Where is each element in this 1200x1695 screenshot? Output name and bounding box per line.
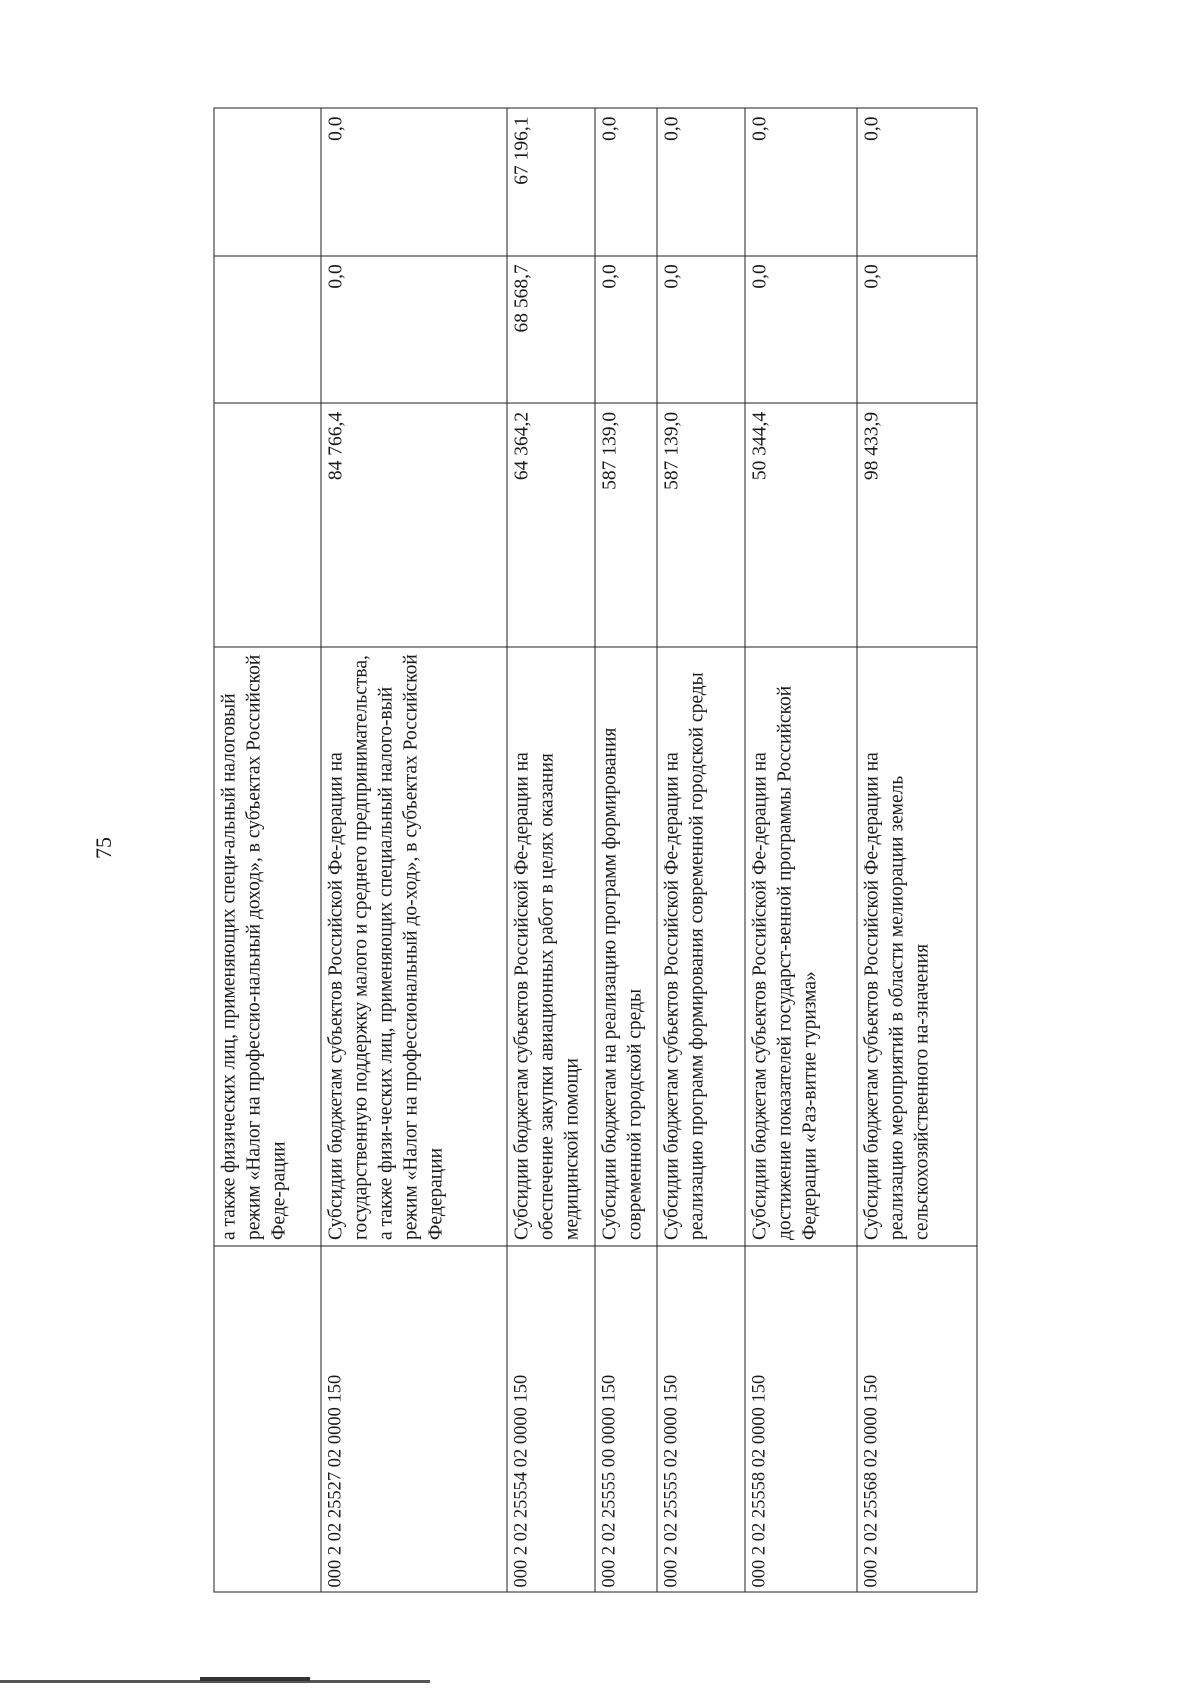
row-value-3: 0,0 — [321, 108, 507, 256]
table-row — [745, 108, 857, 1592]
row-name: Субсидии бюджетам субъектов Российской Фе-дерации на обеспечение закупки авиационных работ в целях оказания медицинской помощи — [507, 647, 595, 1247]
row-value-2: 0,0 — [321, 256, 507, 404]
row-value-2: 0,0 — [745, 256, 857, 404]
row-value-3 — [214, 108, 321, 256]
row-code: 000 2 02 25555 00 0000 150 — [595, 1246, 657, 1592]
budget-table-container — [214, 108, 1114, 1593]
row-value-2: 0,0 — [857, 256, 977, 404]
row-code: 000 2 02 25555 02 0000 150 — [657, 1246, 745, 1592]
row-name: Субсидии бюджетам субъектов Российской Фе-дерации на государственную поддержку малого и среднего предпринимательства, а также физи-ческих лиц, применяющих специальный налого-вый режим «Налог на профессиональный до-ход», в субъектах Российской Федерации — [321, 647, 507, 1247]
row-value-3: 0,0 — [657, 108, 745, 256]
table-row — [321, 108, 507, 1592]
row-value-3: 0,0 — [857, 108, 977, 256]
row-value-1: 50 344,4 — [745, 403, 857, 647]
row-name: Субсидии бюджетам на реализацию программ формирования современной городской среды — [595, 647, 657, 1247]
row-value-1: 587 139,0 — [657, 403, 745, 647]
row-code: 000 2 02 25558 02 0000 150 — [745, 1246, 857, 1592]
row-value-3: 0,0 — [595, 108, 657, 256]
row-code — [214, 1246, 321, 1592]
row-value-1: 98 433,9 — [857, 403, 977, 647]
table-row — [657, 108, 745, 1592]
row-name: а также физических лиц, применяющих специ-альный налоговый режим «Налог на профессио-нальный доход», в субъектах Российской Феде-рации — [214, 647, 321, 1247]
table-row — [595, 108, 657, 1592]
row-value-1: 64 364,2 — [507, 403, 595, 647]
row-name: Субсидии бюджетам субъектов Российской Фе-дерации на реализацию мероприятий в области мелиорации земель сельскохозяйственного на-значения — [857, 647, 977, 1247]
row-value-3: 0,0 — [745, 108, 857, 256]
table-row — [214, 108, 321, 1592]
row-value-1: 84 766,4 — [321, 403, 507, 647]
row-name: Субсидии бюджетам субъектов Российской Фе-дерации на реализацию программ формирования современной городской среды — [657, 647, 745, 1247]
table-row — [507, 108, 595, 1592]
row-value-1: 587 139,0 — [595, 403, 657, 647]
scan-edge-mark — [200, 1677, 310, 1681]
row-value-3: 67 196,1 — [507, 108, 595, 256]
row-value-2: 0,0 — [657, 256, 745, 404]
row-code: 000 2 02 25554 02 0000 150 — [507, 1246, 595, 1592]
row-name: Субсидии бюджетам субъектов Российской Фе-дерации на достижение показателей государст-венной программы Российской Федерации «Раз-витие туризма» — [745, 647, 857, 1247]
row-code: 000 2 02 25568 02 0000 150 — [857, 1246, 977, 1592]
row-value-2 — [214, 256, 321, 404]
row-value-2: 0,0 — [595, 256, 657, 404]
page-number: 75 — [91, 837, 116, 859]
row-value-2: 68 568,7 — [507, 256, 595, 404]
budget-table — [214, 108, 978, 1593]
row-value-1 — [214, 403, 321, 647]
row-code: 000 2 02 25527 02 0000 150 — [321, 1246, 507, 1592]
table-row — [857, 108, 977, 1592]
